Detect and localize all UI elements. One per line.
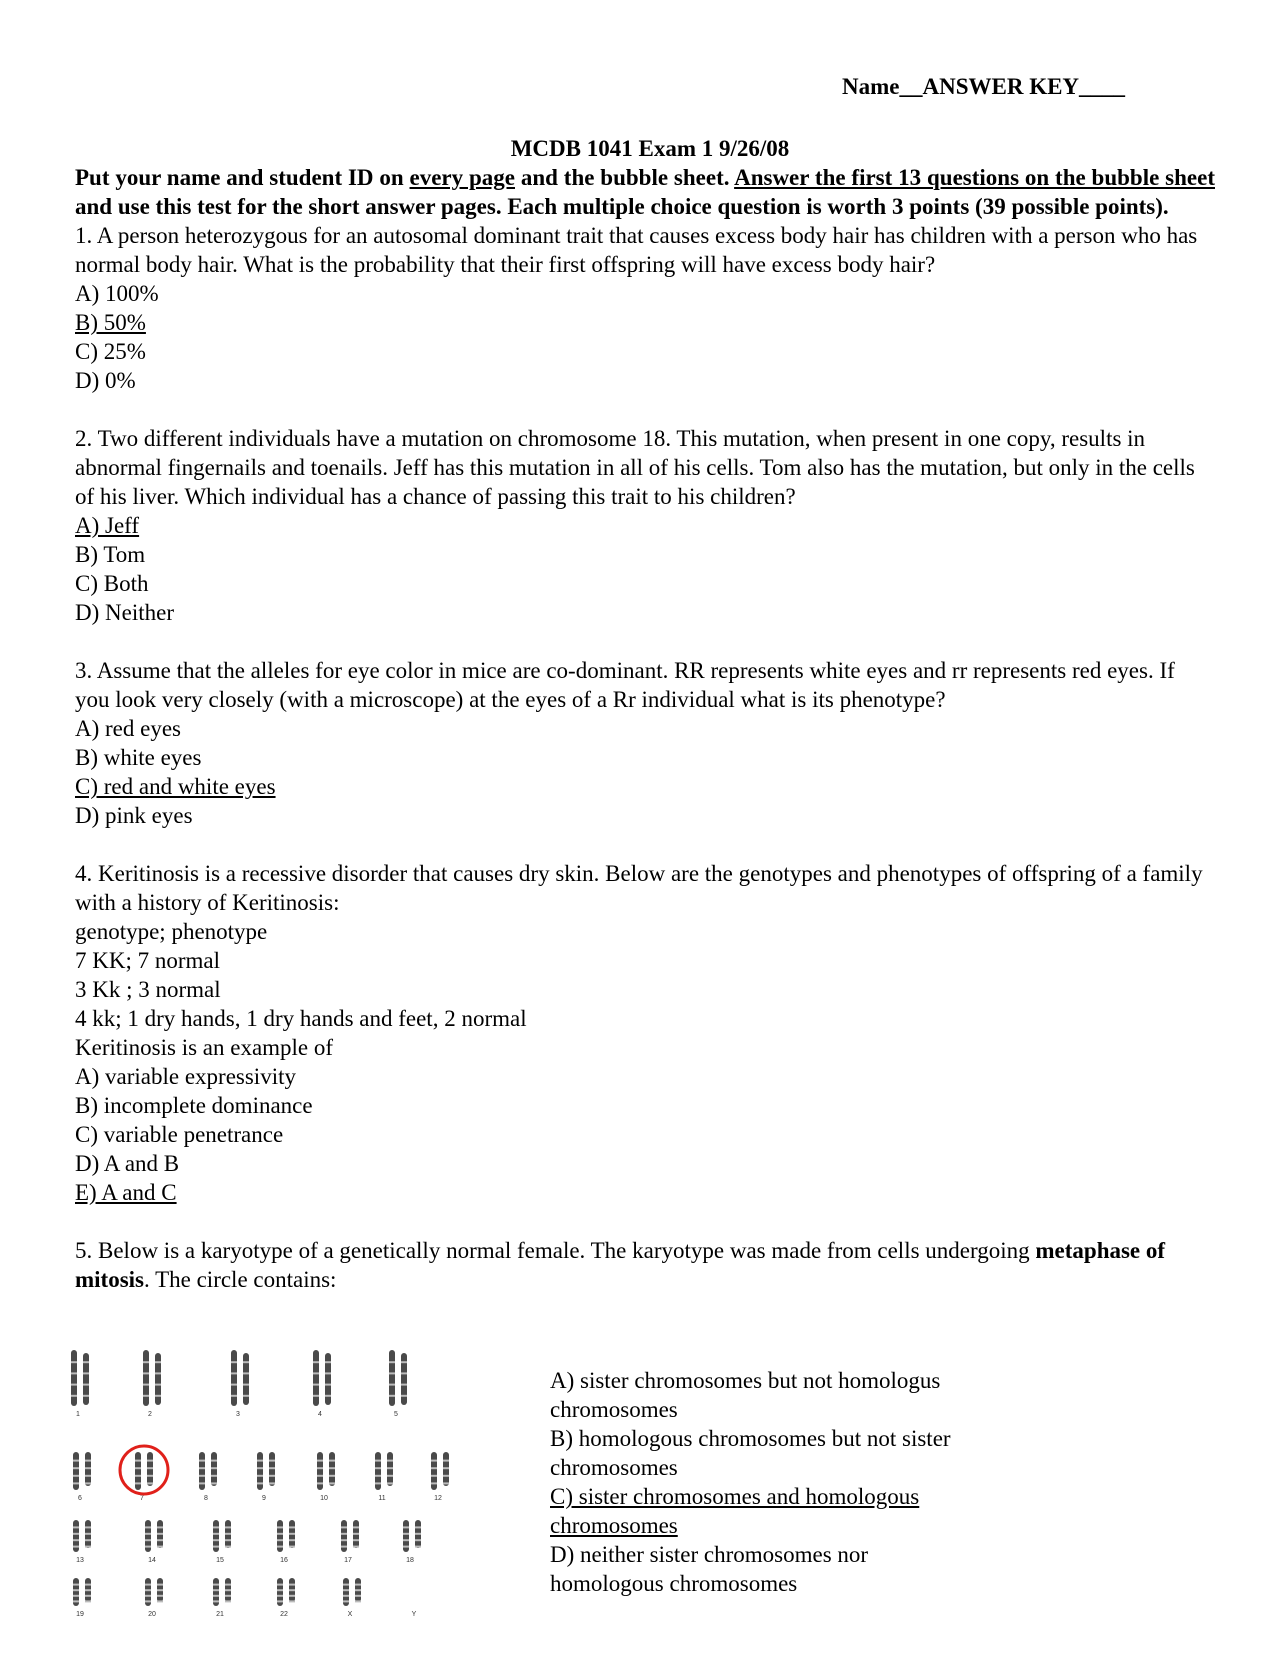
chromosome-band [85, 1546, 91, 1548]
q4-option-c: C) variable penetrance [75, 1122, 284, 1147]
question-2-text: 2. Two different individuals have a mutation on chromosome 18. This mutation, when present in one copy, results in abnormal fingernails and toenails. Jeff has this mutation in all of his cells. Tom also has the mutation, but only in the cells of his liver. Which individual has a chance of passing this trait to his children? [75, 426, 1195, 509]
question-5-text-c: . The circle contains: [144, 1267, 337, 1292]
chromosome-band [135, 1482, 141, 1484]
chromosome-band [431, 1475, 437, 1477]
chromosome-band [289, 1595, 295, 1597]
q1-option-c: C) 25% [75, 339, 146, 364]
chromosome-band [83, 1361, 89, 1363]
chromosome-band [313, 1384, 319, 1386]
chromosome-band [257, 1475, 263, 1477]
chromosome-band [73, 1589, 79, 1591]
karyotype-labels [76, 1411, 442, 1618]
chromosome-band [211, 1482, 217, 1484]
karyotype-label-3: 3 [236, 1411, 240, 1418]
chromosome-band [389, 1372, 395, 1374]
chromosome-band [73, 1595, 79, 1597]
chromosome-band [225, 1526, 231, 1528]
karyotype-label-14: 14 [148, 1557, 156, 1564]
chromosome-band [199, 1467, 205, 1469]
chromosome-band [145, 1600, 151, 1602]
chromosome-band [431, 1482, 437, 1484]
karyotype-label-11: 11 [378, 1495, 386, 1502]
chromosome-band [415, 1546, 421, 1548]
chromosome-band [415, 1539, 421, 1541]
chromosome-band [213, 1600, 219, 1602]
chromosome-band [155, 1384, 161, 1386]
q3-option-b: B) white eyes [75, 745, 202, 770]
chromosome-band [143, 1395, 149, 1397]
chromosome-band [289, 1539, 295, 1541]
q1-option-d: D) 0% [75, 368, 136, 393]
question-1-text: 1. A person heterozygous for an autosomal dominant trait that causes excess body hair has children with a person who has normal body hair. What is the probability that their first offspring will have excess body hair? [75, 223, 1198, 277]
highlight-circle [120, 1446, 168, 1494]
chromosome-band [147, 1467, 153, 1469]
chromosome-3-2 [243, 1353, 249, 1405]
chromosome-band [313, 1395, 319, 1397]
chromosome-band [213, 1526, 219, 1528]
karyotype-label-2: 2 [148, 1411, 152, 1418]
q4-option-a: A) variable expressivity [75, 1064, 296, 1089]
chromosome-band [341, 1533, 347, 1535]
q4-line-5: Keritinosis is an example of [75, 1035, 334, 1060]
chromosome-band [353, 1539, 359, 1541]
chromosome-band [213, 1584, 219, 1586]
chromosome-band [401, 1361, 407, 1363]
q4-line-1: genotype; phenotype [75, 919, 268, 944]
chromosome-band [341, 1546, 347, 1548]
chromosome-band [277, 1533, 283, 1535]
chromosome-band [85, 1595, 91, 1597]
chromosome-band [211, 1467, 217, 1469]
chromosome-band [443, 1467, 449, 1469]
chromosome-band [289, 1600, 295, 1602]
chromosome-band [257, 1482, 263, 1484]
chromosome-band [143, 1384, 149, 1386]
chromosome-band [145, 1589, 151, 1591]
chromosome-band [313, 1372, 319, 1374]
chromosome-band [135, 1467, 141, 1469]
chromosome-band [143, 1372, 149, 1374]
q4-line-3: 3 Kk ; 3 normal [75, 977, 221, 1002]
chromosome-band [157, 1589, 163, 1591]
chromosome-band [341, 1539, 347, 1541]
chromosome-band [83, 1372, 89, 1374]
chromosome-band [329, 1467, 335, 1469]
chromosome-band [341, 1526, 347, 1528]
karyotype-label-12: 12 [434, 1495, 442, 1502]
chromosome-band [443, 1482, 449, 1484]
chromosome-band [211, 1475, 217, 1477]
chromosome-band [257, 1460, 263, 1462]
q5-option-c-answer: C) sister chromosomes and homologous chromosomes [550, 1484, 920, 1538]
chromosome-band [243, 1361, 249, 1363]
chromosome-band [213, 1589, 219, 1591]
chromosome-band [73, 1584, 79, 1586]
chromosome-band [289, 1526, 295, 1528]
chromosome-band [317, 1460, 323, 1462]
chromosome-band [415, 1526, 421, 1528]
chromosome-band [387, 1475, 393, 1477]
chromosome-band [269, 1460, 275, 1462]
question-5 [75, 1236, 1215, 1294]
chromosome-band [85, 1467, 91, 1469]
chromosome-band [85, 1589, 91, 1591]
chromosome-band [145, 1595, 151, 1597]
chromosome-band [343, 1600, 349, 1602]
chromosome-band [145, 1539, 151, 1541]
chromosome-band [135, 1460, 141, 1462]
chromosome-band [401, 1372, 407, 1374]
chromosome-4-1 [313, 1350, 319, 1406]
instr-part-3: and the bubble sheet. [515, 165, 735, 190]
chromosome-band [269, 1482, 275, 1484]
chromosome-band [353, 1546, 359, 1548]
chromosome-band [387, 1467, 393, 1469]
chromosome-band [231, 1384, 237, 1386]
chromosome-band [231, 1361, 237, 1363]
karyotype-label-19: 19 [76, 1611, 84, 1618]
chromosome-band [343, 1595, 349, 1597]
chromosome-band [415, 1533, 421, 1535]
instr-every-page: every page [409, 165, 515, 190]
q5-option-b: B) homologous chromosomes but not sister chromosomes [550, 1426, 951, 1480]
question-3-text: 3. Assume that the alleles for eye color in mice are co-dominant. RR represents white eyes and rr represents red eyes. If you look very closely (with a microscope) at the eyes of a Rr individual what is its phenotype? [75, 658, 1175, 712]
chromosome-band [277, 1584, 283, 1586]
question-3 [75, 656, 1215, 830]
chromosome-band [157, 1546, 163, 1548]
chromosome-band [317, 1467, 323, 1469]
chromosome-band [145, 1533, 151, 1535]
question-4 [75, 859, 1215, 1207]
chromosome-band [431, 1467, 437, 1469]
q2-option-d: D) Neither [75, 600, 174, 625]
chromosome-band [257, 1467, 263, 1469]
chromosome-band [243, 1372, 249, 1374]
chromosome-band [325, 1372, 331, 1374]
karyotype-label-4: 4 [318, 1411, 322, 1418]
q2-option-b: B) Tom [75, 542, 146, 567]
chromosome-band [135, 1475, 141, 1477]
chromosome-band [147, 1475, 153, 1477]
chromosome-band [325, 1361, 331, 1363]
chromosome-band [325, 1384, 331, 1386]
chromosome-band [289, 1584, 295, 1586]
chromosome-band [389, 1361, 395, 1363]
chromosome-1-1 [71, 1350, 77, 1406]
chromosome-band [73, 1482, 79, 1484]
chromosome-band [157, 1533, 163, 1535]
chromosome-band [343, 1584, 349, 1586]
chromosome-band [155, 1395, 161, 1397]
chromosome-band [85, 1539, 91, 1541]
chromosome-band [353, 1526, 359, 1528]
chromosome-band [277, 1600, 283, 1602]
chromosome-band [85, 1533, 91, 1535]
chromosome-band [145, 1546, 151, 1548]
chromosome-band [157, 1526, 163, 1528]
chromosome-band [155, 1361, 161, 1363]
karyotype-label-22: 22 [280, 1611, 288, 1618]
chromosome-band [277, 1595, 283, 1597]
q1-option-a: A) 100% [75, 281, 159, 306]
chromosome-5-2 [401, 1353, 407, 1405]
chromosome-band [355, 1589, 361, 1591]
q3-option-d: D) pink eyes [75, 803, 193, 828]
chromosome-band [213, 1595, 219, 1597]
chromosome-band [73, 1533, 79, 1535]
karyotype-label-15: 15 [216, 1557, 224, 1564]
karyotype-label-5: 5 [394, 1411, 398, 1418]
chromosome-band [71, 1395, 77, 1397]
chromosome-band [73, 1539, 79, 1541]
chromosome-band [403, 1526, 409, 1528]
chromosome-band [317, 1482, 323, 1484]
karyotype-label-9: 9 [262, 1495, 266, 1502]
chromosome-band [157, 1595, 163, 1597]
karyotype-label-6: 6 [78, 1495, 82, 1502]
chromosome-band [73, 1546, 79, 1548]
chromosome-band [289, 1589, 295, 1591]
chromosome-band [375, 1482, 381, 1484]
q2-option-a-answer: A) Jeff [75, 513, 140, 538]
chromosome-band [387, 1482, 393, 1484]
karyotype-label-7: 7 [140, 1495, 144, 1502]
chromosome-band [147, 1482, 153, 1484]
chromosome-5-1 [389, 1350, 395, 1406]
chromosome-band [147, 1460, 153, 1462]
instr-part-1: Put your name and student ID on [75, 165, 410, 190]
chromosome-band [85, 1584, 91, 1586]
chromosome-band [83, 1384, 89, 1386]
chromosome-band [431, 1460, 437, 1462]
chromosome-band [289, 1533, 295, 1535]
chromosome-band [269, 1475, 275, 1477]
chromosome-band [225, 1584, 231, 1586]
chromosome-band [85, 1482, 91, 1484]
karyotype-label-21: 21 [216, 1611, 224, 1618]
karyotype-label-17: 17 [344, 1557, 352, 1564]
karyotype-label-13: 13 [76, 1557, 84, 1564]
q3-option-c-answer: C) red and white eyes [75, 774, 276, 799]
chromosome-band [355, 1595, 361, 1597]
q4-option-b: B) incomplete dominance [75, 1093, 313, 1118]
chromosome-band [85, 1526, 91, 1528]
chromosome-band [403, 1546, 409, 1548]
question-5-bold: metaphase of mitosis [75, 1238, 1166, 1292]
chromosome-band [269, 1467, 275, 1469]
chromosome-band [225, 1595, 231, 1597]
q2-option-c: C) Both [75, 571, 149, 596]
karyotype-label-18: 18 [406, 1557, 414, 1564]
chromosome-band [85, 1600, 91, 1602]
chromosome-band [199, 1460, 205, 1462]
chromosome-band [225, 1600, 231, 1602]
question-5-text-a: 5. Below is a karyotype of a genetically normal female. The karyotype was made from cells undergoing [75, 1238, 1036, 1263]
chromosome-band [73, 1526, 79, 1528]
chromosome-band [243, 1395, 249, 1397]
chromosome-band [157, 1600, 163, 1602]
question-2 [75, 424, 1215, 627]
karyotype-figure [60, 1340, 460, 1620]
chromosome-band [313, 1361, 319, 1363]
chromosome-band [353, 1533, 359, 1535]
instr-bubble-sheet: Answer the first 13 questions on the bubble sheet [734, 165, 1215, 190]
chromosome-band [71, 1384, 77, 1386]
chromosome-band [213, 1539, 219, 1541]
chromosome-band [213, 1546, 219, 1548]
chromosome-band [401, 1395, 407, 1397]
chromosome-band [243, 1384, 249, 1386]
instr-part-5: and use this test for the short answer pages. Each multiple choice question is worth 3 points (39 possible points). [75, 194, 1169, 219]
chromosome-band [71, 1372, 77, 1374]
karyotype-label-8: 8 [204, 1495, 208, 1502]
q5-option-d: D) neither sister chromosomes nor homologous chromosomes [550, 1542, 869, 1596]
chromosome-band [231, 1395, 237, 1397]
chromosome-band [375, 1467, 381, 1469]
chromosome-band [157, 1539, 163, 1541]
chromosome-band [143, 1361, 149, 1363]
exam-body [75, 134, 1215, 1294]
chromosome-band [389, 1384, 395, 1386]
chromosome-1-2 [83, 1353, 89, 1405]
exam-title: MCDB 1041 Exam 1 9/26/08 [510, 136, 790, 161]
q5-option-a: A) sister chromosomes but not homologus chromosomes [550, 1368, 941, 1422]
chromosome-band [73, 1475, 79, 1477]
chromosome-band [211, 1460, 217, 1462]
chromosome-band [199, 1475, 205, 1477]
chromosome-band [155, 1372, 161, 1374]
chromosome-band [325, 1395, 331, 1397]
q4-option-e-answer: E) A and C [75, 1180, 177, 1205]
chromosome-band [329, 1482, 335, 1484]
instructions [75, 163, 1215, 221]
chromosome-band [343, 1589, 349, 1591]
karyotype-label-Y: Y [411, 1611, 417, 1618]
name-field: Name__ANSWER KEY____ [842, 74, 1126, 99]
karyotype-label-10: 10 [320, 1495, 328, 1502]
chromosome-band [375, 1460, 381, 1462]
karyotype-chromosomes [71, 1350, 449, 1606]
karyotype-label-X: X [347, 1611, 353, 1618]
chromosome-band [329, 1460, 335, 1462]
chromosome-3-1 [231, 1350, 237, 1406]
chromosome-band [225, 1539, 231, 1541]
chromosome-band [73, 1460, 79, 1462]
chromosome-band [387, 1460, 393, 1462]
chromosome-band [73, 1600, 79, 1602]
chromosome-band [213, 1533, 219, 1535]
karyotype-label-1: 1 [76, 1411, 80, 1418]
chromosome-band [225, 1589, 231, 1591]
q1-option-b-answer: B) 50% [75, 310, 146, 335]
chromosome-band [225, 1533, 231, 1535]
chromosome-2-1 [143, 1350, 149, 1406]
chromosome-band [403, 1539, 409, 1541]
chromosome-band [225, 1546, 231, 1548]
karyotype-label-20: 20 [148, 1611, 156, 1618]
chromosome-band [443, 1475, 449, 1477]
chromosome-band [73, 1467, 79, 1469]
question-4-text: 4. Keritinosis is a recessive disorder that causes dry skin. Below are the genotypes and phenotypes of offspring of a family with a history of Keritinosis: [75, 861, 1203, 915]
chromosome-band [199, 1482, 205, 1484]
q4-line-2: 7 KK; 7 normal [75, 948, 221, 973]
karyotype-label-16: 16 [280, 1557, 288, 1564]
q3-option-a: A) red eyes [75, 716, 182, 741]
chromosome-band [277, 1526, 283, 1528]
chromosome-band [443, 1460, 449, 1462]
chromosome-band [277, 1546, 283, 1548]
chromosome-band [71, 1361, 77, 1363]
chromosome-band [289, 1546, 295, 1548]
chromosome-band [145, 1584, 151, 1586]
chromosome-band [355, 1584, 361, 1586]
chromosome-band [231, 1372, 237, 1374]
q4-option-d: D) A and B [75, 1151, 180, 1176]
q4-line-4: 4 kk; 1 dry hands, 1 dry hands and feet, 2 normal [75, 1006, 527, 1031]
chromosome-band [157, 1584, 163, 1586]
chromosome-2-2 [155, 1353, 161, 1405]
chromosome-band [145, 1526, 151, 1528]
chromosome-band [401, 1384, 407, 1386]
chromosome-band [277, 1589, 283, 1591]
chromosome-band [403, 1533, 409, 1535]
chromosome-4-2 [325, 1353, 331, 1405]
chromosome-band [329, 1475, 335, 1477]
chromosome-band [277, 1539, 283, 1541]
chromosome-band [85, 1460, 91, 1462]
q5-options [550, 1366, 970, 1598]
question-1 [75, 221, 1215, 395]
chromosome-band [389, 1395, 395, 1397]
chromosome-band [375, 1475, 381, 1477]
chromosome-band [355, 1600, 361, 1602]
chromosome-band [85, 1475, 91, 1477]
chromosome-band [83, 1395, 89, 1397]
chromosome-band [317, 1475, 323, 1477]
